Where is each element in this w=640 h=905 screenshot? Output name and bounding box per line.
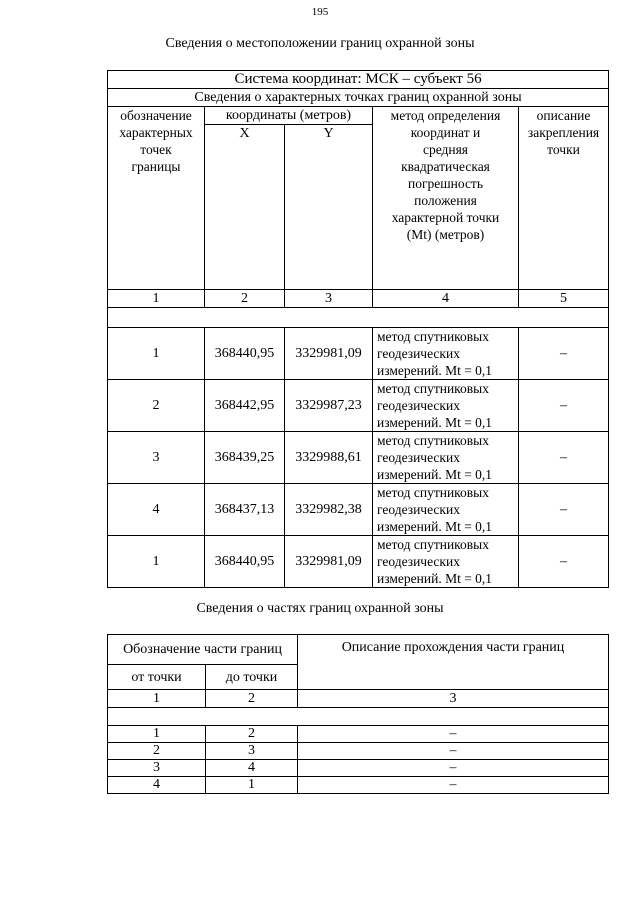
header-line: точки (547, 142, 580, 157)
table-row (108, 380, 609, 432)
fixing-description: – (519, 380, 609, 432)
part-description: – (298, 726, 609, 743)
header-line: описание (536, 108, 591, 123)
part-description: – (298, 760, 609, 777)
header-line: квадратическая (401, 159, 490, 174)
method-line: измерений. Mt = 0,1 (377, 415, 493, 430)
header-method (373, 107, 519, 290)
header-line: границы (131, 159, 181, 174)
section-title-parts: Сведения о частях границ охранной зоны (196, 601, 444, 616)
method-line: геодезических (377, 554, 460, 569)
section-title-boundaries: Сведения о местоположении границ охранной зоны (165, 36, 475, 51)
coord-y: 3329981,09 (285, 536, 373, 588)
table-row (108, 536, 609, 588)
header-x: X (205, 125, 285, 290)
method-line: метод спутниковых (377, 381, 489, 396)
blank-row (108, 708, 609, 726)
boundary-parts-table (107, 634, 609, 794)
method-cell (373, 536, 519, 588)
coord-y: 3329987,23 (285, 380, 373, 432)
method-line: измерений. Mt = 0,1 (377, 363, 493, 378)
column-number: 5 (519, 290, 609, 308)
method-line: геодезических (377, 450, 460, 465)
coord-y: 3329988,61 (285, 432, 373, 484)
from-point: 1 (108, 726, 206, 743)
to-point: 3 (206, 743, 298, 760)
part-description: – (298, 743, 609, 760)
coord-y: 3329981,09 (285, 328, 373, 380)
header-line: средняя (422, 142, 469, 157)
method-line: метод спутниковых (377, 537, 489, 552)
point-id: 4 (108, 484, 205, 536)
table-row (108, 726, 609, 743)
method-line: метод спутниковых (377, 485, 489, 500)
method-line: метод спутниковых (377, 433, 489, 448)
table-row (108, 777, 609, 794)
header-line: погрешность (407, 176, 483, 191)
method-line: метод спутниковых (377, 329, 489, 344)
blank-row (108, 308, 609, 328)
method-line: геодезических (377, 346, 460, 361)
coord-x: 368442,95 (205, 380, 285, 432)
header-fixing-description (519, 107, 609, 290)
point-id: 2 (108, 380, 205, 432)
header-line: характерной точки (391, 210, 500, 225)
header-line: (Mt) (метров) (406, 227, 485, 242)
to-point: 4 (206, 760, 298, 777)
header-line: закрепления (527, 125, 600, 140)
header-part-designation: Обозначение части границ (108, 635, 298, 665)
table-row (108, 328, 609, 380)
header-line: точек (140, 142, 172, 157)
column-number: 2 (206, 690, 298, 708)
coord-x: 368437,13 (205, 484, 285, 536)
point-id: 1 (108, 536, 205, 588)
header-point-designation (108, 107, 205, 290)
method-line: измерений. Mt = 0,1 (377, 571, 493, 586)
method-cell (373, 432, 519, 484)
column-number: 2 (205, 290, 285, 308)
header-coordinates: координаты (метров) (205, 107, 373, 125)
page-number: 195 (311, 6, 329, 18)
method-line: измерений. Mt = 0,1 (377, 519, 493, 534)
method-cell (373, 328, 519, 380)
table-subtitle: Сведения о характерных точках границ охранной зоны (108, 89, 609, 107)
fixing-description: – (519, 536, 609, 588)
point-id: 3 (108, 432, 205, 484)
to-point: 2 (206, 726, 298, 743)
method-cell (373, 380, 519, 432)
coord-x: 368439,25 (205, 432, 285, 484)
method-line: геодезических (377, 502, 460, 517)
from-point: 2 (108, 743, 206, 760)
fixing-description: – (519, 328, 609, 380)
fixing-description: – (519, 432, 609, 484)
coord-y: 3329982,38 (285, 484, 373, 536)
table-row (108, 432, 609, 484)
coord-x: 368440,95 (205, 536, 285, 588)
column-number: 1 (108, 290, 205, 308)
method-line: геодезических (377, 398, 460, 413)
coordinate-system: Система координат: МСК – субъект 56 (108, 71, 609, 89)
header-line: обозначение (120, 108, 192, 123)
column-number: 3 (298, 690, 609, 708)
method-cell (373, 484, 519, 536)
header-y: Y (285, 125, 373, 290)
header-from-point: от точки (108, 665, 206, 690)
column-number: 3 (285, 290, 373, 308)
from-point: 3 (108, 760, 206, 777)
fixing-description: – (519, 484, 609, 536)
part-description: – (298, 777, 609, 794)
header-line: характерных (119, 125, 193, 140)
to-point: 1 (206, 777, 298, 794)
header-part-description: Описание прохождения части границ (298, 635, 609, 690)
column-number: 4 (373, 290, 519, 308)
coord-x: 368440,95 (205, 328, 285, 380)
header-line: метод определения (390, 108, 501, 123)
header-line: положения (414, 193, 477, 208)
from-point: 4 (108, 777, 206, 794)
table-row (108, 760, 609, 777)
table-row (108, 743, 609, 760)
method-line: измерений. Mt = 0,1 (377, 467, 493, 482)
header-to-point: до точки (206, 665, 298, 690)
point-id: 1 (108, 328, 205, 380)
column-number: 1 (108, 690, 206, 708)
table-row (108, 484, 609, 536)
header-line: координат и (410, 125, 481, 140)
boundary-points-table (107, 70, 609, 588)
